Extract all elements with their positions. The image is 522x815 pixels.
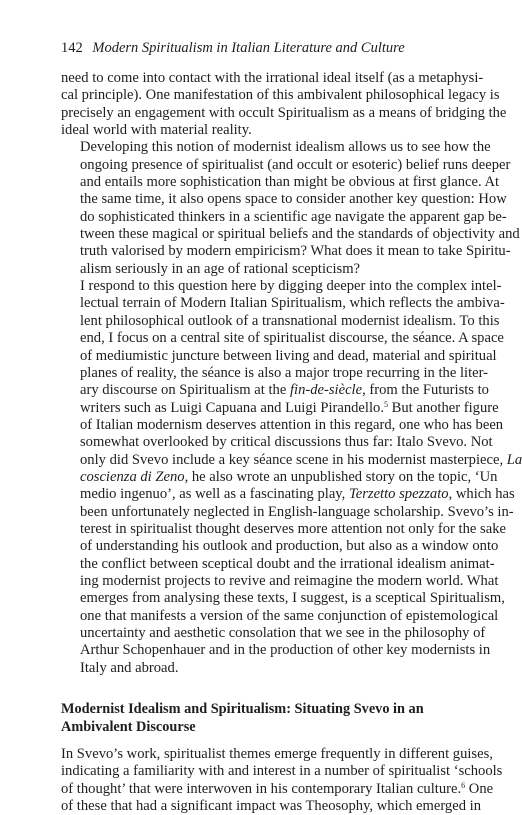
text-line: of mediumistic juncture between living and dead, material and spiritual [80, 347, 497, 364]
italic-title: coscienza di Zeno [80, 468, 185, 485]
text-line: the same time, it also opens space to consider another key question: How [80, 191, 507, 208]
paragraph-3 [61, 278, 522, 677]
running-title: Modern Spiritualism in Italian Literature and Culture [92, 40, 405, 56]
text-line: of Italian modernism deserves attention in this regard, one who has been [80, 416, 504, 433]
text-line: lent philosophical outlook of a transnational modernist idealism. To this [80, 312, 500, 329]
text-line: alism seriously in an age of rational scepticism? [80, 260, 361, 277]
text-line: writers such as Luigi Capuana and Luigi Pirandello.$^5$ But another figure [80, 399, 499, 416]
text-line: lectual terrain of Modern Italian Spiritualism, which reflects the ambiva- [80, 295, 505, 312]
italic-title: La [506, 451, 522, 468]
text-line: emerges from analysing these texts, I suggest, is a sceptical Spiritualism, [80, 590, 505, 607]
footnote-ref-6[interactable]: 6 [461, 780, 466, 790]
text-line: tween these magical or spiritual beliefs and the standards of objectivity and [80, 226, 520, 243]
text-line: cal principle). One manifestation of this ambivalent philosophical legacy is [61, 87, 500, 104]
text-line: precisely an engagement with occult Spiritualism as a means of bridging the [61, 104, 507, 121]
text-line: ing modernist projects to revive and reimagine the modern world. What [80, 572, 499, 589]
text-line: end, I focus on a central site of spiritualist discourse, the séance. A space [80, 330, 504, 347]
text-line: I respond to this question here by digging deeper into the complex intel- [80, 278, 502, 295]
italic-term: fin-de-siècle [289, 382, 363, 399]
text-line: of understanding his outlook and production, but also as a window onto [80, 538, 499, 555]
text-line: In Svevo’s work, spiritualist themes emerge frequently in different guises, [61, 746, 493, 763]
footnote-ref-5[interactable]: 5 [383, 399, 388, 409]
paragraph-1 [61, 70, 507, 139]
text-line: Italy and abroad. [80, 659, 179, 676]
text-line: of thought’ that were interwoven in his contemporary Italian culture.$^6$ One [61, 780, 494, 797]
text-line: truth valorised by modern empiricism? What does it mean to take Spiritu- [80, 243, 511, 260]
text-line: coscienza di Zeno, he also wrote an unpublished story on the topic, ‘Un [80, 468, 498, 485]
body-text [61, 70, 522, 815]
text-line: Arthur Schopenhauer and in the production of other key modernists in [80, 642, 491, 659]
text-line: one that manifests a version of the same conjunction of epistemological [80, 607, 499, 624]
italic-title: Terzetto spezzato [348, 486, 449, 503]
text-line: do sophisticated thinkers in a scientific age navigate the apparent gap be- [80, 208, 507, 225]
paragraph-2 [61, 139, 520, 278]
text-line: Developing this notion of modernist idealism allows us to see how the [80, 139, 491, 156]
paragraph-4 [61, 746, 503, 815]
section-heading [61, 701, 445, 736]
text-line: ary discourse on Spiritualism at the fin-de-siècle, from the Futurists to [80, 382, 489, 399]
text-line: ideal world with material reality. [61, 122, 252, 139]
text-line: terest in spiritualist thought deserves more attention not only for the sake [80, 520, 506, 537]
text-line: of these that had a significant impact was Theosophy, which emerged in [61, 798, 481, 815]
text-line: ongoing presence of spiritualist (and occult or esoteric) belief runs deeper [80, 156, 511, 173]
text-line: only did Svevo include a key séance scene in his modernist masterpiece, La [80, 451, 522, 468]
text-line: uncertainty and aesthetic consolation that we see in the philosophy of [80, 625, 486, 641]
text-line: need to come into contact with the irrational ideal itself (as a metaphysi- [61, 70, 484, 86]
text-line: indicating a familiarity with and interest in a number of spiritualist ‘schools [61, 763, 503, 780]
text-line: the conflict between sceptical doubt and the irrational idealism animat- [80, 555, 495, 572]
heading-line: Ambivalent Discourse [61, 718, 196, 735]
page-number: 142 [61, 40, 83, 56]
running-header [61, 38, 405, 58]
text-line: and entails more sophistication than might be obvious at first glance. At [80, 174, 500, 191]
text-line: somewhat overlooked by critical discussions thus far: Italo Svevo. Not [80, 434, 493, 451]
text-line: been unfortunately neglected in English-language scholarship. Svevo’s in- [80, 503, 514, 520]
text-line: medio ingenuo’, as well as a fascinating play, Terzetto spezzato, which has [80, 486, 515, 503]
text-line: planes of reality, the séance is also a major trope recurring in the liter- [80, 364, 489, 381]
heading-line: Modernist Idealism and Spiritualism: Situating Svevo in an [61, 701, 424, 718]
